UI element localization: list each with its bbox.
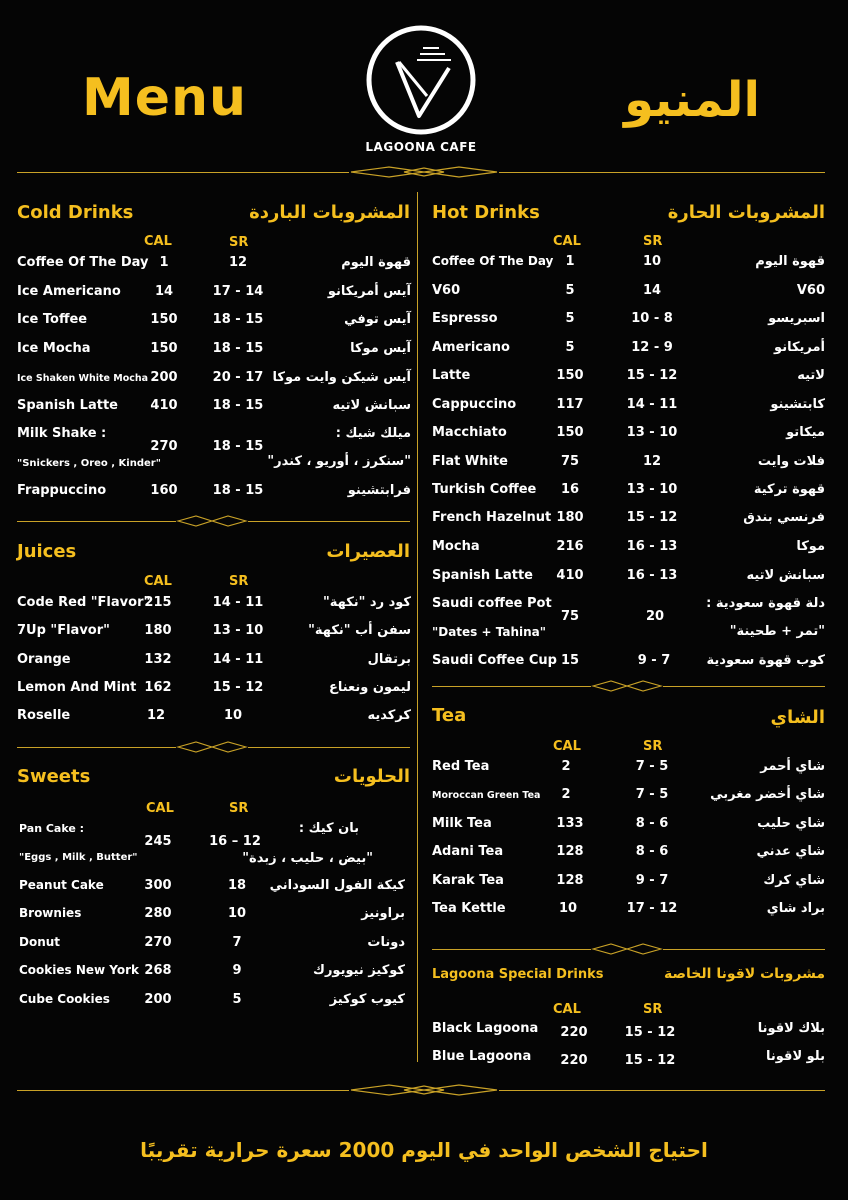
item-price: 18 (227, 878, 247, 893)
item-cal: 12 (146, 708, 166, 723)
item-name-ar: شاي حليب (757, 816, 825, 831)
item-name-ar: موكا (796, 539, 825, 554)
list-item (432, 1021, 825, 1049)
menu-title-ar: المنيو (624, 72, 760, 128)
top-ornament (349, 165, 499, 179)
item-cal: 270 (144, 935, 172, 950)
item-name-ar: قهوة اليوم (755, 254, 825, 269)
list-item (17, 312, 411, 340)
bottom-ornament (349, 1083, 499, 1097)
item-name: Latte (432, 368, 471, 383)
item-name: Cookies New York (19, 963, 140, 977)
item-name: Ice Shaken White Mocha (17, 373, 149, 384)
list-item (17, 483, 411, 511)
item-price: 5 (232, 992, 242, 1007)
item-name-ar: سبانش لاتيه (332, 398, 411, 413)
item-cal: 16 (560, 482, 580, 497)
item-name-ar: كود رد "نكهة" (322, 595, 411, 610)
list-item (19, 935, 411, 963)
item-price: 12 (228, 255, 248, 270)
juices-title-ar: العصيرات (326, 541, 410, 562)
item-name-ar: شاي كرك (763, 873, 825, 888)
item-price: 15 - 12 (626, 368, 678, 383)
item-price: 16 – 12 (209, 834, 261, 849)
item-cal: 150 (556, 368, 584, 383)
list-item (432, 254, 825, 282)
cold-sr-header: SR (229, 235, 249, 250)
column-divider (417, 192, 418, 1062)
list-item (432, 539, 825, 567)
divider-ornament (591, 680, 663, 692)
item-name: Red Tea (432, 759, 490, 774)
item-name-ar: لاتيه (797, 368, 825, 383)
item-name-ar: براونيز (361, 906, 405, 921)
item-subtitle-ar: "سنكرز ، أوريو ، كندر" (267, 454, 411, 469)
item-price: 15 - 12 (624, 1025, 676, 1040)
cold-title-en: Cold Drinks (17, 202, 134, 223)
item-price: 8 - 6 (635, 844, 669, 859)
item-cal: 150 (556, 425, 584, 440)
item-price: 12 - 9 (631, 340, 673, 355)
item-name-ar: كابتشينو (770, 397, 825, 412)
divider-ornament (176, 515, 248, 527)
item-name-ar: سبانش لاتيه (746, 568, 825, 583)
list-item (432, 482, 825, 510)
item-price: 18 - 15 (212, 483, 264, 498)
item-cal: 216 (556, 539, 584, 554)
item-name: Adani Tea (432, 844, 504, 859)
item-cal: 75 (560, 609, 580, 624)
item-cal: 162 (144, 680, 172, 695)
list-item (432, 596, 825, 644)
item-name-ar: شاي أخضر مغربي (710, 787, 825, 802)
item-name: 7Up "Flavor" (17, 623, 110, 638)
item-name-ar: شاي أحمر (760, 759, 825, 774)
item-name: Saudi coffee Pot (432, 596, 552, 611)
item-cal: 280 (144, 906, 172, 921)
item-price: 18 - 15 (212, 312, 264, 327)
item-cal: 220 (560, 1025, 588, 1040)
list-item (432, 816, 825, 844)
item-price: 16 - 13 (626, 568, 678, 583)
item-name-ar: فرنسي بندق (743, 510, 825, 525)
item-name-ar: آيس أمريكانو (327, 284, 411, 299)
item-name-ar: دلة قهوة سعودية : (706, 596, 825, 611)
list-item (432, 454, 825, 482)
item-name: Donut (19, 935, 61, 949)
item-price: 10 (223, 708, 243, 723)
item-cal: 200 (150, 370, 178, 385)
item-name: Moroccan Green Tea (432, 790, 541, 801)
item-name-ar: كوكيز نيويورك (313, 963, 405, 978)
item-name-ar: اسبريسو (768, 311, 825, 326)
item-name: Karak Tea (432, 873, 504, 888)
list-item (432, 425, 825, 453)
item-name-ar: بان كيك : (298, 821, 359, 836)
item-subtitle: "Eggs , Milk , Butter" (19, 852, 138, 863)
sweets-title-ar: الحلويات (333, 766, 410, 787)
item-name: Roselle (17, 708, 71, 723)
item-name-ar: فرابتشينو (347, 483, 411, 498)
item-name-ar: كوب قهوة سعودية (706, 653, 825, 668)
item-price: 7 - 5 (635, 787, 669, 802)
tea-sr-header: SR (643, 739, 663, 754)
item-cal: 1 (159, 255, 169, 270)
item-price: 10 - 8 (631, 311, 673, 326)
item-cal: 200 (144, 992, 172, 1007)
item-price: 12 (642, 454, 662, 469)
list-item (17, 426, 411, 474)
item-price: 13 - 10 (626, 482, 678, 497)
list-item (17, 623, 411, 651)
item-cal: 75 (560, 454, 580, 469)
item-name: Code Red "Flavor" (17, 595, 151, 610)
logo-text: LAGOONA CAFE (365, 140, 477, 154)
divider-ornament (176, 741, 248, 753)
item-name: Spanish Latte (432, 568, 533, 583)
sweets-cal-header: CAL (146, 801, 174, 816)
item-cal: 5 (565, 283, 575, 298)
item-name: Saudi Coffee Cup (432, 653, 557, 668)
item-name: Pan Cake : (19, 822, 85, 835)
item-name-ar: بلاك لاقونا (757, 1021, 825, 1036)
juices-cal-header: CAL (144, 574, 172, 589)
list-item (17, 595, 411, 623)
item-name-ar: كركديه (367, 708, 411, 723)
list-item (17, 255, 411, 283)
item-name: Spanish Latte (17, 398, 118, 413)
item-price: 9 (232, 963, 242, 978)
item-cal: 133 (556, 816, 584, 831)
item-name: Mocha (432, 539, 480, 554)
list-item (432, 901, 825, 929)
item-cal: 128 (556, 844, 584, 859)
hot-title-en: Hot Drinks (432, 202, 540, 223)
item-name: Coffee Of The Day (432, 254, 554, 268)
hot-sr-header: SR (643, 234, 663, 249)
list-item (432, 397, 825, 425)
item-name-ar: برتقال (367, 652, 411, 667)
item-price: 9 - 7 (637, 653, 671, 668)
list-item (432, 1049, 825, 1077)
item-name-ar: ليمون ونعناع (328, 680, 411, 695)
item-price: 14 - 11 (626, 397, 678, 412)
list-item (432, 653, 825, 681)
item-name-ar: بلو لاقونا (766, 1049, 825, 1064)
list-item (17, 284, 411, 312)
item-price: 13 - 10 (212, 623, 264, 638)
item-name-ar: فلات وايت (757, 454, 825, 469)
item-cal: 300 (144, 878, 172, 893)
item-cal: 160 (150, 483, 178, 498)
item-cal: 2 (561, 787, 571, 802)
list-item (432, 283, 825, 311)
cold-title-ar: المشروبات الباردة (249, 202, 410, 223)
item-price: 7 (232, 935, 242, 950)
juices-title-en: Juices (17, 541, 77, 562)
item-cal: 1 (565, 254, 575, 269)
item-price: 13 - 10 (626, 425, 678, 440)
list-item (432, 568, 825, 596)
item-price: 18 - 15 (212, 341, 264, 356)
list-item (17, 341, 411, 369)
item-name: Orange (17, 652, 71, 667)
menu-title-en: Menu (82, 68, 248, 128)
item-name: Brownies (19, 906, 82, 920)
item-price: 18 - 15 (212, 439, 264, 454)
item-cal: 180 (556, 510, 584, 525)
item-price: 14 - 11 (212, 652, 264, 667)
hot-cal-header: CAL (553, 234, 581, 249)
item-cal: 14 (154, 284, 174, 299)
item-subtitle-ar: "تمر + طحينة" (729, 624, 825, 639)
list-item (19, 992, 411, 1020)
item-cal: 15 (560, 653, 580, 668)
item-cal: 180 (144, 623, 172, 638)
item-cal: 5 (565, 311, 575, 326)
item-name: Blue Lagoona (432, 1049, 532, 1064)
item-name: Cube Cookies (19, 992, 110, 1006)
item-cal: 150 (150, 312, 178, 327)
special-title-en: Lagoona Special Drinks (432, 967, 604, 982)
juices-sr-header: SR (229, 574, 249, 589)
item-price: 14 (642, 283, 662, 298)
item-name: Frappuccino (17, 483, 107, 498)
divider-ornament (591, 943, 663, 955)
item-cal: 410 (150, 398, 178, 413)
item-cal: 245 (144, 834, 172, 849)
item-name: Americano (432, 340, 510, 355)
item-price: 15 - 12 (626, 510, 678, 525)
item-price: 18 - 15 (212, 398, 264, 413)
list-item (432, 873, 825, 901)
item-name: Macchiato (432, 425, 507, 440)
list-item (432, 844, 825, 872)
item-price: 14 - 11 (212, 595, 264, 610)
item-cal: 5 (565, 340, 575, 355)
item-price: 16 - 13 (626, 539, 678, 554)
item-name-ar: قهوة تركية (753, 482, 825, 497)
item-cal: 150 (150, 341, 178, 356)
item-name: Tea Kettle (432, 901, 506, 916)
list-item (17, 652, 411, 680)
special-sr-header: SR (643, 1002, 663, 1017)
special-cal-header: CAL (553, 1002, 581, 1017)
lagoona-logo (365, 24, 477, 136)
item-cal: 410 (556, 568, 584, 583)
calorie-note: احتياج الشخص الواحد في اليوم 2000 سعرة حرارية تقريبًا (140, 1138, 708, 1162)
item-name: Milk Tea (432, 816, 492, 831)
item-name: French Hazelnut (432, 510, 552, 525)
item-name-ar: سفن أب "نكهة" (308, 623, 411, 638)
list-item (19, 963, 411, 991)
item-price: 10 (227, 906, 247, 921)
item-price: 8 - 6 (635, 816, 669, 831)
item-name-ar: براد شاي (766, 901, 825, 916)
cold-cal-header: CAL (144, 234, 172, 249)
list-item (17, 398, 411, 426)
item-price: 17 - 12 (626, 901, 678, 916)
item-price: 15 - 12 (212, 680, 264, 695)
sweets-title-en: Sweets (17, 766, 91, 787)
list-item (17, 708, 411, 736)
item-subtitle-ar: "بيض ، حليب ، زبدة" (242, 851, 373, 866)
item-cal: 10 (558, 901, 578, 916)
item-name-ar: آيس شيكن وايت موكا (272, 370, 411, 385)
item-name-ar: كيكة الفول السوداني (269, 878, 405, 893)
item-name-ar: ميلك شيك : (335, 426, 411, 441)
item-name: Ice Mocha (17, 341, 91, 356)
item-name: Coffee Of The Day (17, 255, 149, 270)
item-name: Peanut Cake (19, 878, 104, 892)
item-price: 7 - 5 (635, 759, 669, 774)
item-name: Ice Americano (17, 284, 121, 299)
item-name-ar: آيس توفي (344, 312, 411, 327)
list-item (432, 759, 825, 787)
item-price: 20 (645, 609, 665, 624)
list-item (432, 368, 825, 396)
list-item (432, 787, 825, 815)
item-cal: 215 (144, 595, 172, 610)
tea-title-en: Tea (432, 705, 467, 726)
item-name: Black Lagoona (432, 1021, 539, 1036)
item-name: Milk Shake : (17, 426, 107, 441)
item-name-ar: آيس موكا (350, 341, 411, 356)
item-cal: 128 (556, 873, 584, 888)
list-item (432, 510, 825, 538)
list-item (17, 370, 411, 398)
item-name: Espresso (432, 311, 498, 326)
item-cal: 132 (144, 652, 172, 667)
item-name-ar: كيوب كوكيز (329, 992, 405, 1007)
item-name-ar: شاي عدني (756, 844, 825, 859)
item-name: Cappuccino (432, 397, 517, 412)
item-name: Flat White (432, 454, 508, 469)
tea-title-ar: الشاي (770, 707, 825, 728)
item-subtitle: "Dates + Tahina" (432, 625, 547, 639)
item-price: 10 (642, 254, 662, 269)
list-item (19, 906, 411, 934)
list-item (432, 340, 825, 368)
item-name: V60 (432, 283, 461, 298)
list-item (17, 680, 411, 708)
sweets-sr-header: SR (229, 801, 249, 816)
list-item (19, 878, 411, 906)
item-name-ar: أمريكانو (774, 340, 825, 355)
item-cal: 2 (561, 759, 571, 774)
list-item (432, 311, 825, 339)
item-price: 17 - 14 (212, 284, 264, 299)
item-name-ar: قهوة اليوم (341, 255, 411, 270)
special-title-ar: مشروبات لاقونا الخاصة (664, 966, 825, 982)
item-name: Lemon And Mint (17, 680, 137, 695)
item-name-ar: V60 (796, 283, 825, 298)
item-cal: 117 (556, 397, 584, 412)
item-name-ar: ميكاتو (786, 425, 825, 440)
item-price: 15 - 12 (624, 1053, 676, 1068)
item-subtitle: "Snickers , Oreo , Kinder" (17, 458, 161, 469)
item-name-ar: دونات (367, 935, 405, 950)
item-name: Ice Toffee (17, 312, 88, 327)
item-price: 9 - 7 (635, 873, 669, 888)
hot-title-ar: المشروبات الحارة (667, 202, 825, 223)
item-name: Turkish Coffee (432, 482, 537, 497)
item-cal: 220 (560, 1053, 588, 1068)
list-item (19, 821, 411, 871)
item-price: 20 - 17 (212, 370, 264, 385)
item-cal: 270 (150, 439, 178, 454)
tea-cal-header: CAL (553, 739, 581, 754)
item-cal: 268 (144, 963, 172, 978)
